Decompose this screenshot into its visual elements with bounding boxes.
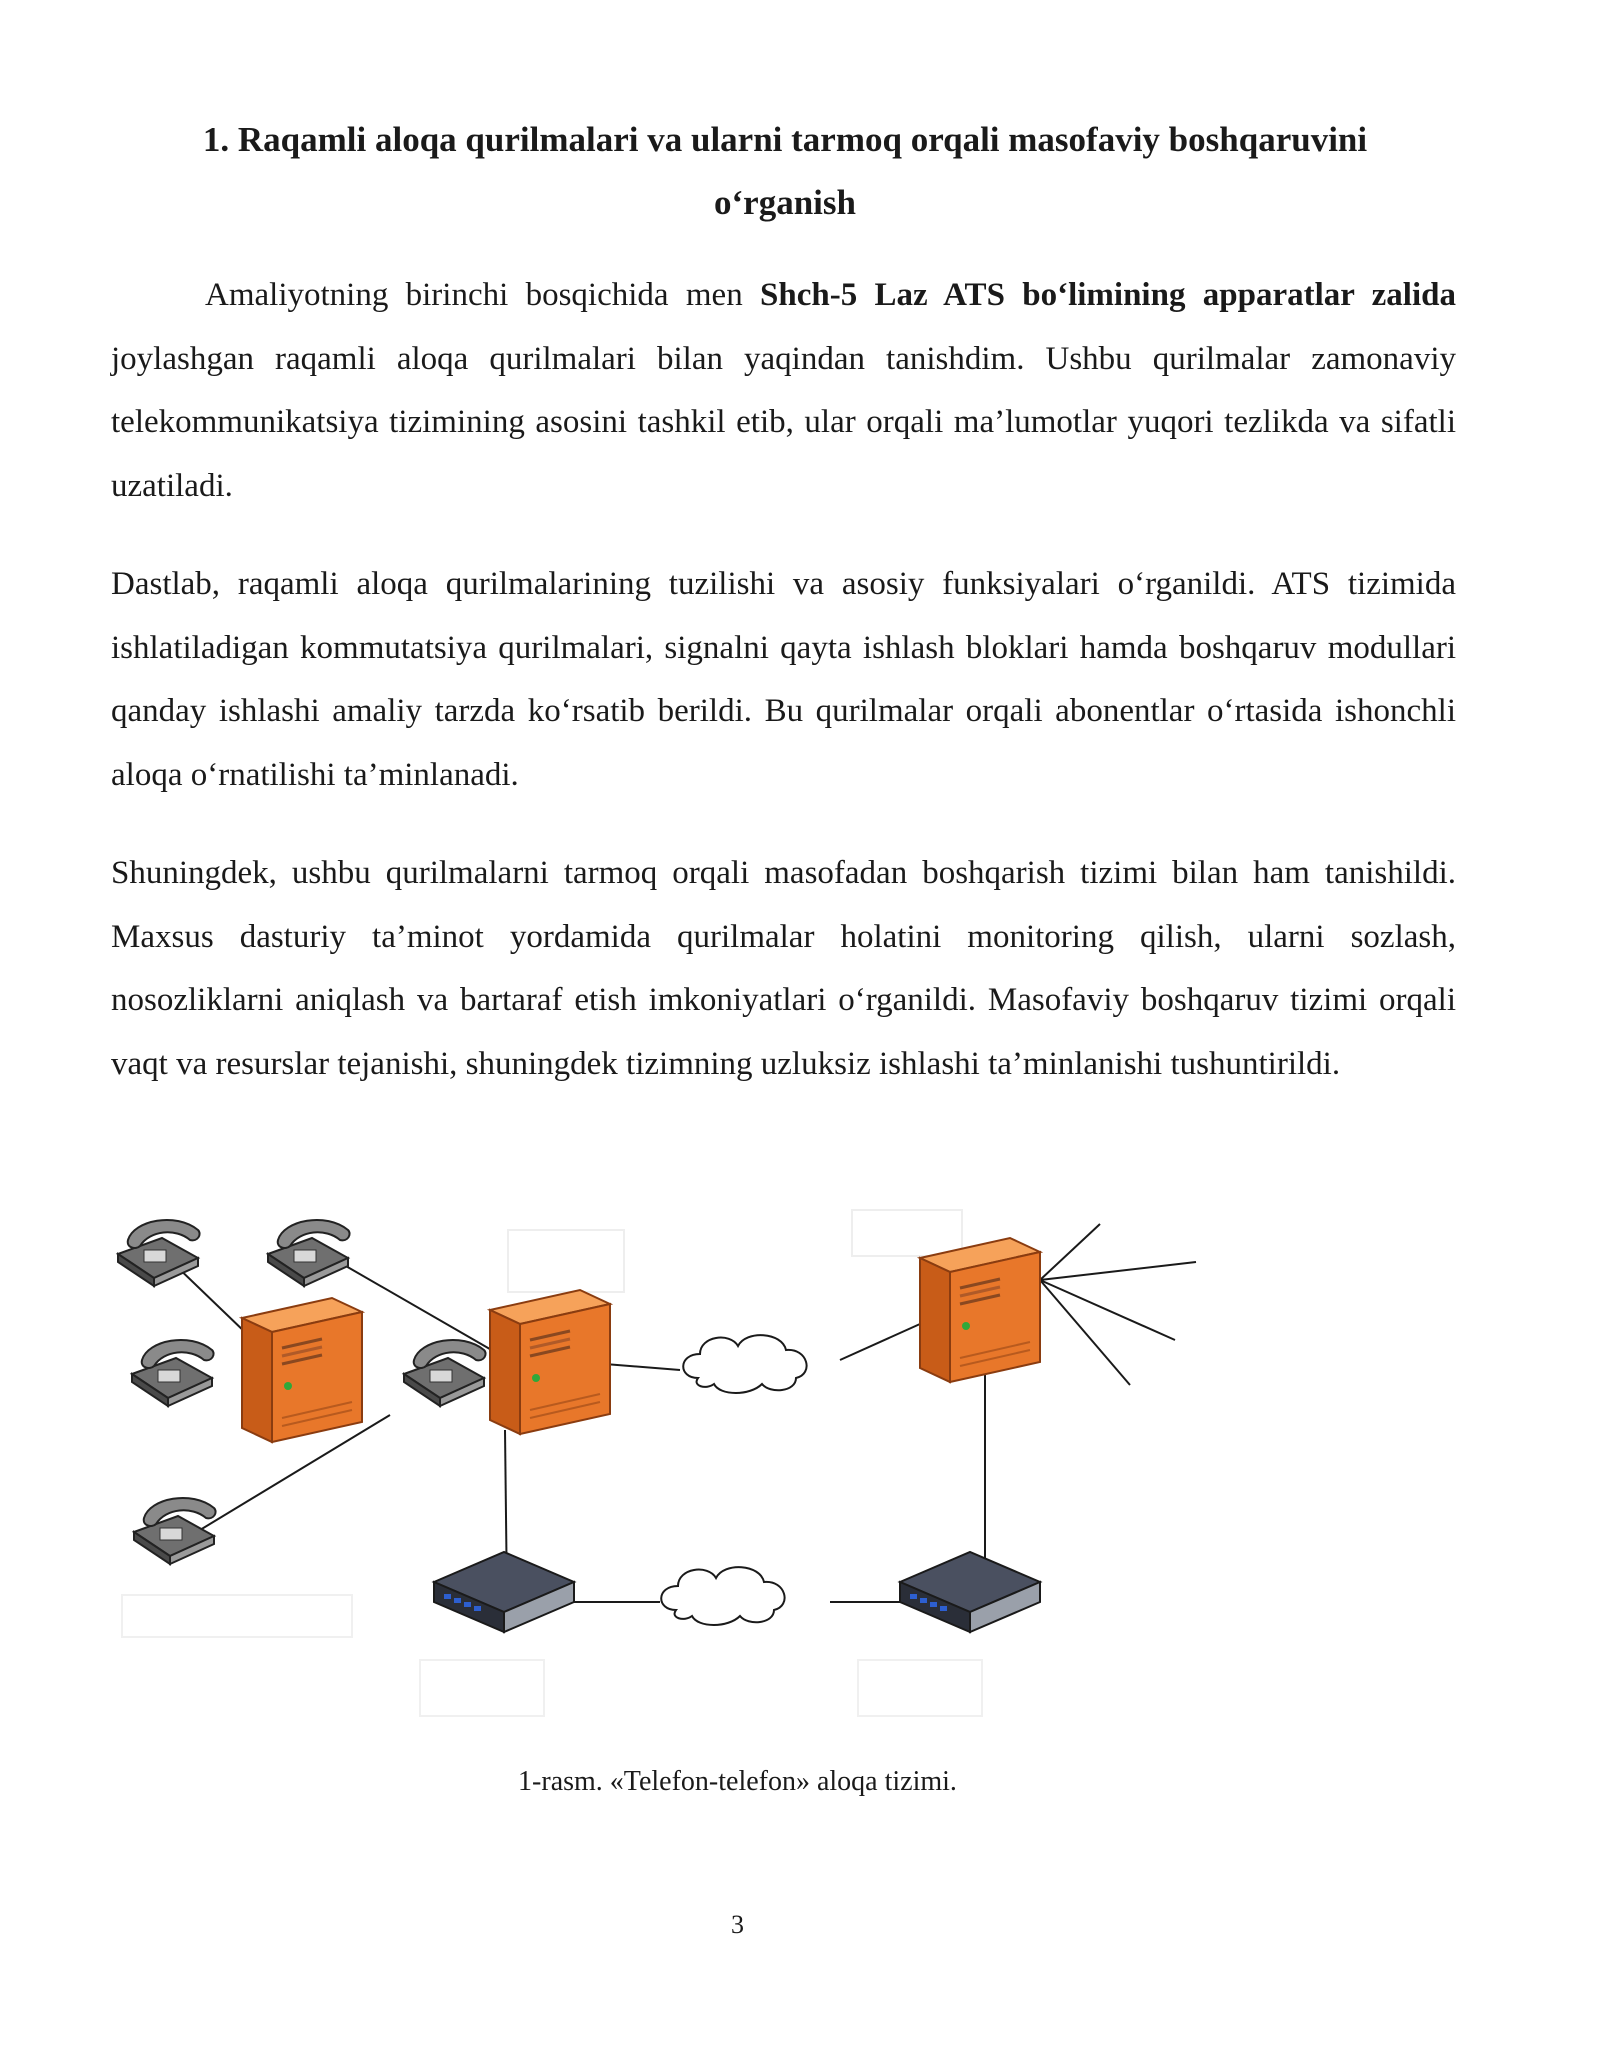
telephone-icon xyxy=(134,1498,216,1564)
network-diagram-svg xyxy=(100,1190,1250,1730)
cloud-icon xyxy=(683,1335,806,1393)
server-icon xyxy=(490,1290,610,1434)
paragraph-1 xyxy=(111,264,1456,518)
paragraph-2: Dastlab, raqamli aloqa qurilmalarining tuzilishi va asosiy funksiyalari o‘rganildi. ATS tizimida ishlatiladigan kommutatsiya qurilmalari, signalni qayta ishlash bloklari hamda boshqaruv modullari qanday ishlashi amaliy tarzda ko‘rsatib berildi. Bu qurilmalar orqali abonentlar o‘rtasida ishonchli aloqa o‘rnatilishi ta’minlanadi. xyxy=(111,566,1456,793)
paragraph-3: Shuningdek, ushbu qurilmalarni tarmoq orqali masofadan boshqarish tizimi bilan ham tanishildi. Maxsus dasturiy ta’minot yordamida qurilmalar holatini monitoring qilish, ularni sozlash, nosozliklarni aniqlash va bartaraf etish imkoniyatlari o‘rganildi. Masofaviy boshqaruv tizimi orqali vaqt va resurslar tejanishi, shuningdek tizimning uzluksiz ishlashi ta’minlanishi tushuntirildi. xyxy=(111,855,1456,1082)
cloud-icon xyxy=(661,1567,784,1625)
network-diagram xyxy=(100,1190,1250,1730)
figure-caption: 1-rasm. «Telefon-telefon» aloqa tizimi. xyxy=(518,1766,957,1797)
network-switch-icon xyxy=(434,1552,574,1632)
server-icon xyxy=(242,1298,362,1442)
network-switch-icon xyxy=(900,1552,1040,1632)
paragraph-1-lead: Amaliyotning birinchi bosqichida men xyxy=(205,277,761,313)
telephone-icon xyxy=(132,1340,214,1406)
section-title: 1. Raqamli aloqa qurilmalari va ularni tarmoq orqali masofaviy boshqaruvini o‘rganish xyxy=(202,120,1368,222)
server-icon xyxy=(920,1238,1040,1382)
page-number: 3 xyxy=(731,1910,744,1939)
telephone-icon xyxy=(404,1340,486,1406)
paragraph-1-rest: joylashgan raqamli aloqa qurilmalari bilan yaqindan tanishdim. Ushbu qurilmalar zamonaviy telekommunikatsiya tizimining asosini tashkil etib, ular orqali ma’lumotlar yuqori tezlikda va sifatli uzatiladi. xyxy=(111,340,1456,504)
paragraph-1-bold: Shch-5 Laz ATS bo‘limining apparatlar zalida xyxy=(760,277,1456,313)
telephone-icon xyxy=(268,1220,350,1286)
